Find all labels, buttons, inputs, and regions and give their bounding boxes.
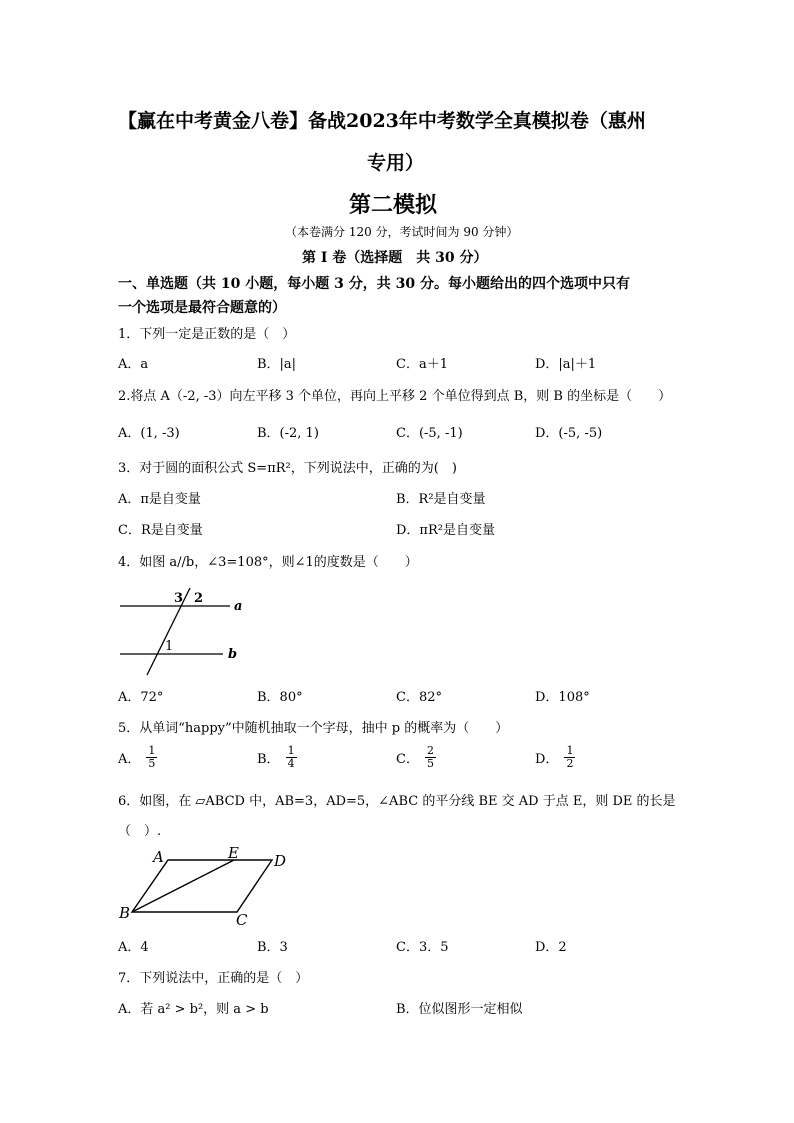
q3-option-d[interactable]: D．πR²是自变量 [396, 523, 495, 538]
q4-option-a[interactable]: A．72° [118, 690, 164, 705]
q5-option-b-letter: B． [257, 752, 280, 767]
question-6-stem-line1: 6．如图，在 ▱ABCD 中，AB=3，AD=5，∠ABC 的平分线 BE 交 AD 于点 E，则 DE 的长是 [118, 794, 676, 809]
question-7-stem: 7．下列说法中，正确的是（ ） [118, 971, 309, 986]
parallel-lines-figure [115, 585, 255, 680]
q1-option-d[interactable]: D．|a|＋1 [535, 357, 597, 372]
q4-option-d[interactable]: D．108° [535, 690, 590, 705]
q6-option-c[interactable]: C．3．5 [396, 940, 449, 955]
q2-option-b[interactable]: B．(-2, 1) [257, 426, 319, 441]
q7-option-a[interactable]: A．若 a² > b²，则 a > b [118, 1002, 269, 1017]
line-a-label: a [234, 599, 243, 614]
q5-option-a-fraction: $\frac{1}{5}$ [148, 744, 156, 770]
q5-option-a[interactable] [118, 745, 157, 770]
line-b-label: b [228, 647, 238, 662]
parallelogram-abcd [132, 860, 272, 912]
transversal-line [147, 588, 190, 675]
q4-option-c[interactable]: C．82° [396, 690, 442, 705]
q5-option-a-letter: A． [118, 752, 141, 767]
question-5-stem: 5．从单词“happy”中随机抽取一个字母，抽中 p 的概率为（ ） [118, 721, 509, 736]
q5-option-b[interactable] [257, 745, 297, 770]
section-heading-line2: 一个选项是最符合题意的） [118, 300, 286, 316]
paper-subtitle: 第二模拟 [349, 192, 438, 218]
q6-option-b[interactable]: B．3 [257, 940, 288, 955]
paper-title-line1: 【赢在中考黄金八卷】备战2023年中考数学全真模拟卷（惠州 [118, 110, 646, 132]
q5-option-c[interactable] [396, 745, 436, 770]
vertex-d-label: D [274, 852, 287, 870]
q5-option-c-fraction: $\frac{2}{5}$ [426, 744, 434, 770]
q1-option-b[interactable]: B．|a| [257, 357, 297, 372]
vertex-b-label: B [119, 904, 131, 922]
exam-info: （本卷满分 120 分，考试时间为 90 分钟） [285, 225, 519, 239]
segment-be [132, 860, 234, 912]
q2-option-a[interactable]: A．(1, -3) [118, 426, 180, 441]
q1-option-c[interactable]: C．a＋1 [396, 357, 448, 372]
q1-option-a[interactable]: A．a [118, 357, 149, 372]
q6-option-d[interactable]: D．2 [535, 940, 567, 955]
q2-option-c[interactable]: C．(-5, -1) [396, 426, 463, 441]
question-2-stem: 2.将点 A（-2, -3）向左平移 3 个单位，再向上平移 2 个单位得到点 B，则 B 的坐标是（ ） [118, 389, 672, 404]
question-1-stem: 1．下列一定是正数的是（ ） [118, 327, 296, 342]
q5-option-b-fraction: $\frac{1}{4}$ [287, 744, 295, 770]
q3-option-b[interactable]: B．R²是自变量 [396, 492, 486, 507]
q5-option-d-fraction: $\frac{1}{2}$ [566, 744, 574, 770]
angle-2-label: 2 [194, 591, 204, 606]
paper-title-line2: 专用） [367, 152, 425, 174]
vertex-c-label: C [236, 911, 248, 929]
section-heading-line1: 一、单选题（共 10 小题，每小题 3 分，共 30 分。每小题给出的四个选项中只有 [118, 276, 630, 292]
vertex-a-label: A [153, 848, 164, 866]
q2-option-d[interactable]: D．(-5, -5) [535, 426, 603, 441]
point-e-label: E [228, 844, 239, 862]
q3-option-a[interactable]: A．π是自变量 [118, 492, 201, 507]
angle-3-label: 3 [174, 591, 184, 606]
q4-option-b[interactable]: B．80° [257, 690, 303, 705]
q6-option-a[interactable]: A．4 [118, 940, 149, 955]
question-3-stem: 3．对于圆的面积公式 S=πR²，下列说法中，正确的为( ) [118, 461, 457, 476]
question-6-stem-line2: （ ）. [118, 824, 162, 839]
q5-option-c-letter: C． [396, 752, 419, 767]
volume-heading: 第 I 卷（选择题 共 30 分） [302, 250, 488, 266]
q5-option-d-letter: D． [535, 752, 559, 767]
question-4-stem: 4．如图 a//b，∠3=108°，则∠1的度数是（ ） [118, 555, 418, 570]
parallelogram-figure [112, 842, 302, 932]
q7-option-b[interactable]: B．位似图形一定相似 [396, 1002, 523, 1017]
q3-option-c[interactable]: C．R是自变量 [118, 523, 203, 538]
angle-1-label: 1 [165, 639, 174, 654]
q5-option-d[interactable] [535, 745, 575, 770]
